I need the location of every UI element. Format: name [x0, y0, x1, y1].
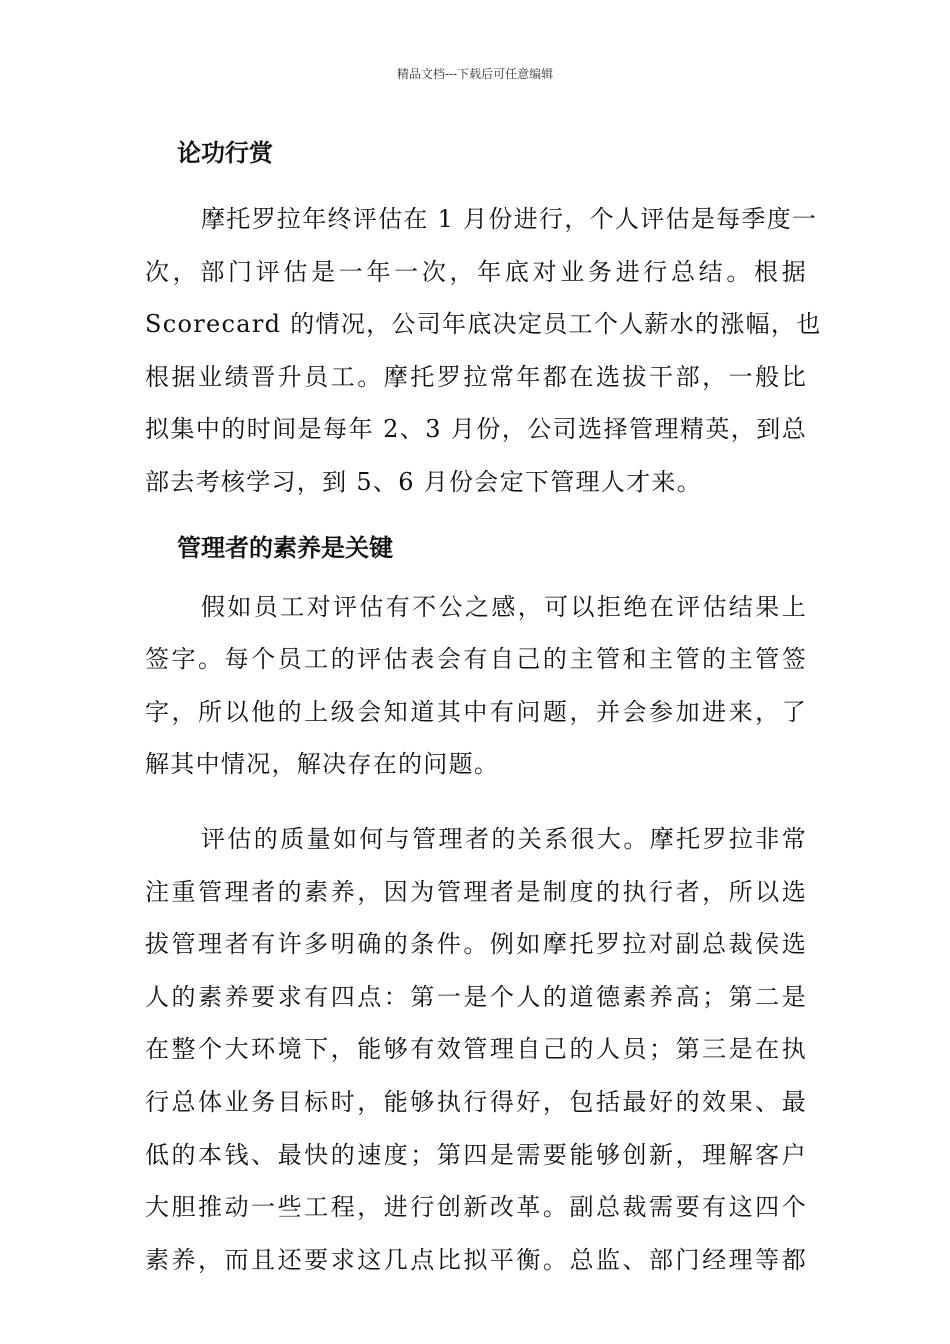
paragraph-line: 低的本钱、最快的速度；第四是需要能够创新，理解客户: [145, 1140, 807, 1169]
paragraph-line: 人的素养要求有四点：第一是个人的道德素养高；第二是: [145, 982, 807, 1011]
paragraph-line: 字，所以他的上级会知道其中有问题，并会参加进来，了: [145, 697, 807, 726]
page-header: 精品文档---下载后可任意编辑: [396, 67, 554, 81]
paragraph-line: 在整个大环境下，能够有效管理自己的人员；第三是在执: [145, 1035, 807, 1064]
paragraph-refuse-to-sign: [145, 581, 807, 791]
paragraph-line: 评估的质量如何与管理者的关系很大。摩托罗拉非常: [201, 824, 807, 853]
paragraph-line: 素养，而且还要求这几点比拟平衡。总监、部门经理等都: [145, 1245, 807, 1274]
paragraph-line: Scorecard 的情况，公司年底决定员工个人薪水的涨幅，也: [145, 310, 822, 339]
paragraph-line: 拔管理者有许多明确的条件。例如摩托罗拉对副总裁侯选: [145, 930, 807, 959]
paragraph-line: 假如员工对评估有不公之感，可以拒绝在评估结果上: [201, 592, 807, 621]
paragraph-line: 拟集中的时间是每年 2、3 月份，公司选择管理精英，到总: [145, 415, 807, 444]
paragraph-year-end-evaluation: [145, 193, 822, 509]
paragraph-line: 根据业绩晋升员工。摩托罗拉常年都在选拔干部，一般比: [145, 362, 807, 391]
paragraph-line: 大胆推动一些工程，进行创新改革。副总裁需要有这四个: [145, 1193, 807, 1222]
paragraph-line: 签字。每个员工的评估表会有自己的主管和主管的主管签: [145, 645, 807, 674]
document-body: [145, 128, 822, 1286]
section-heading-manager-quality: 管理者的素养是关键: [177, 533, 393, 562]
paragraph-line: 行总体业务目标时，能够执行得好，包括最好的效果、最: [145, 1087, 807, 1116]
section-heading-reward: 论功行赏: [177, 139, 273, 167]
paragraph-line: 次，部门评估是一年一次，年底对业务进行总结。根据: [145, 257, 807, 286]
paragraph-line: 解其中情况，解决存在的问题。: [145, 750, 500, 779]
paragraph-evaluation-quality: [145, 813, 807, 1286]
paragraph-line: 摩托罗拉年终评估在 1 月份进行，个人评估是每季度一: [201, 205, 818, 233]
paragraph-line: 注重管理者的素养，因为管理者是制度的执行者，所以选: [145, 877, 807, 906]
paragraph-line: 部去考核学习，到 5、6 月份会定下管理人才来。: [145, 467, 702, 496]
